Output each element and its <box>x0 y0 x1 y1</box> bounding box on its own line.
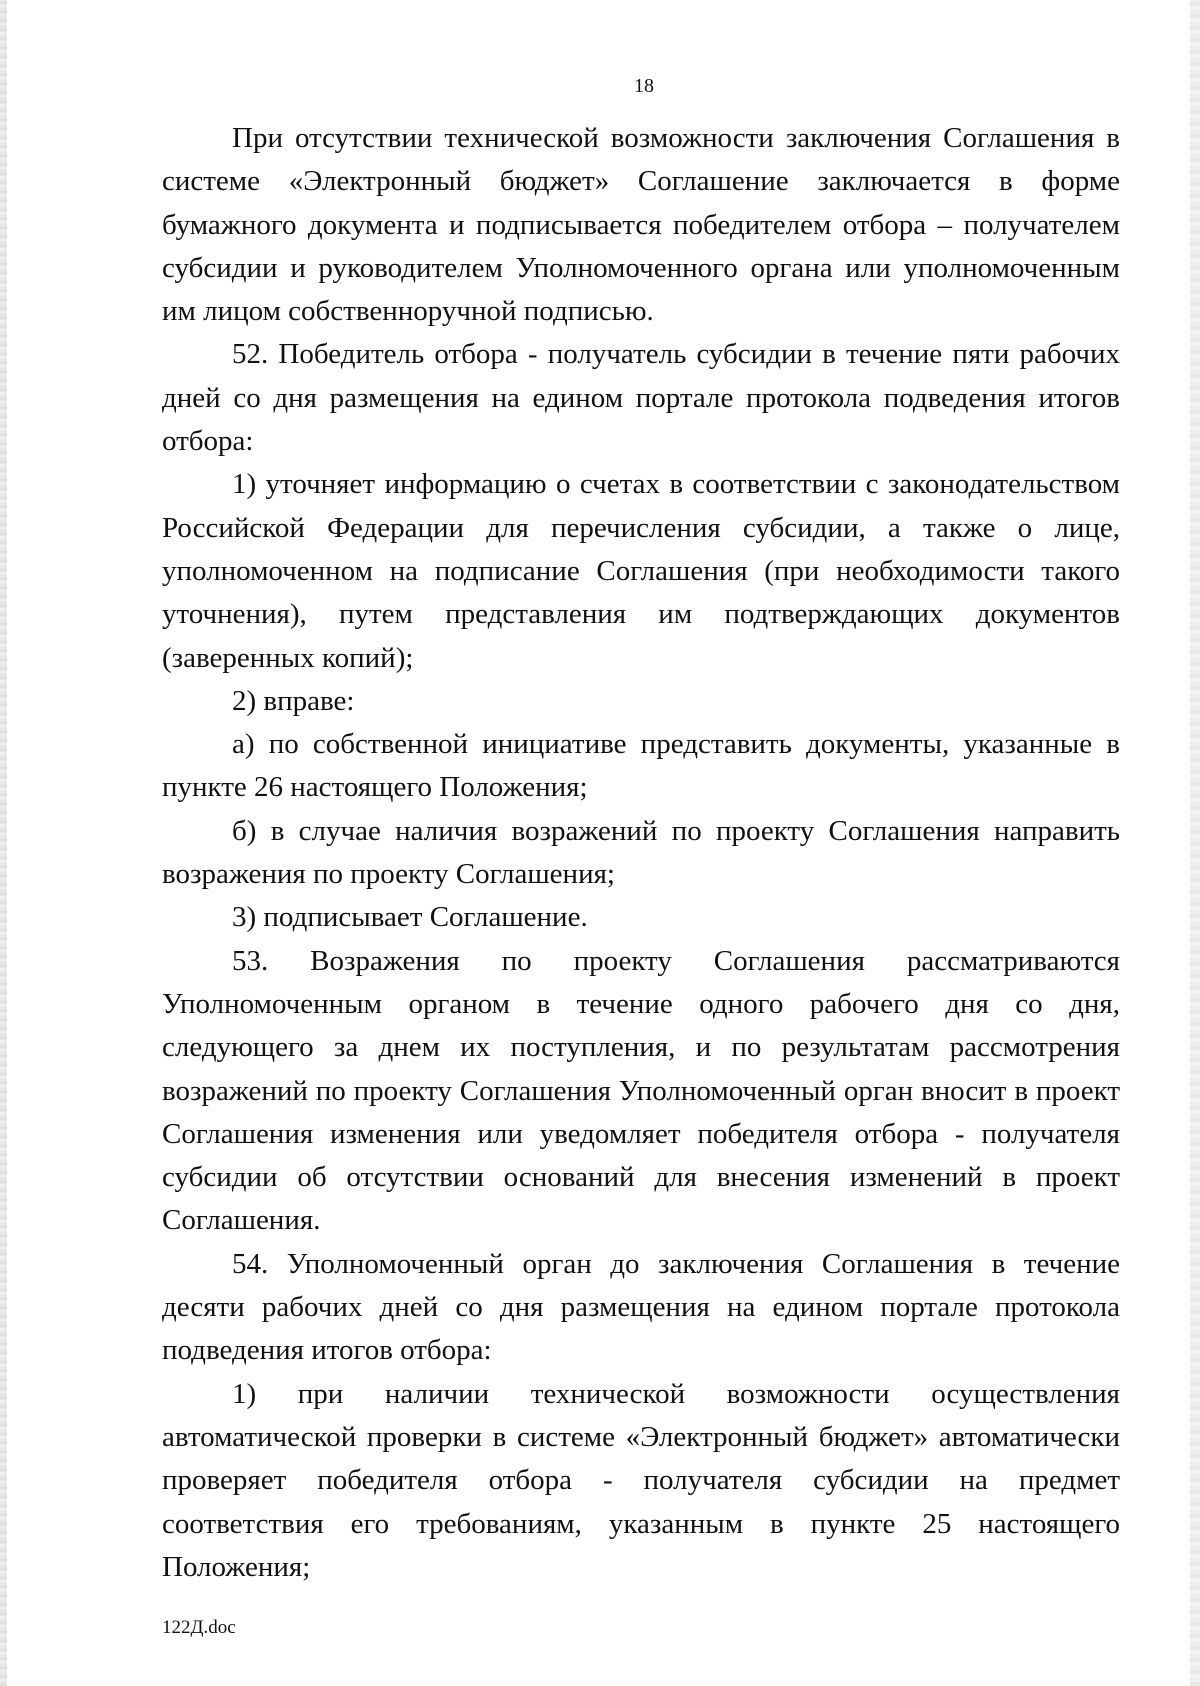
document-body <box>162 117 1120 1589</box>
footer-filename: 122Д.doc <box>162 1617 236 1638</box>
page-number: 18 <box>634 75 654 97</box>
paragraph: 53. Возражения по проекту Соглашения рассматриваются Уполномоченным органом в течение одного рабочего дня со дня, следующего за днем их поступления, и по результатам рассмотрения возражений по проекту Соглашения Уполномоченный орган вносит в проект Соглашения изменения или уведомляет победителя отбора - получателя субсидии об отсутствии оснований для внесения изменений в проект Соглашения. <box>162 944 1120 1237</box>
paragraph: 1) при наличии технической возможности осуществления автоматической проверки в системе «Электронный бюджет» автоматически проверяет победителя отбора - получателя субсидии на предмет соответствия его требованиям, указанным в пункте 25 настоящего Положения; <box>162 1377 1120 1583</box>
paragraph: 2) вправе: <box>232 684 355 717</box>
paragraph: б) в случае наличия возражений по проекту Соглашения направить возражения по проекту Соглашения; <box>162 814 1120 891</box>
paragraph: 52. Победитель отбора - получатель субсидии в течение пяти рабочих дней со дня размещения на едином портале протокола подведения итогов отбора: <box>162 338 1120 458</box>
paragraph: а) по собственной инициативе представить документы, указанные в пункте 26 настоящего Положения; <box>162 728 1120 804</box>
paragraph: При отсутствии технической возможности заключения Соглашения в системе «Электронный бюджет» Соглашение заключается в форме бумажного документа и подписывается победителем отбора – получателем субсидии и руководителем Уполномоченного органа или уполномоченным им лицом собственноручной подписью. <box>162 122 1120 328</box>
scan-edge-right <box>1190 0 1200 1686</box>
paragraph: 3) подписывает Соглашение. <box>232 901 588 934</box>
scan-edge-left <box>0 0 7 1686</box>
paragraph: 54. Уполномоченный орган до заключения Соглашения в течение десяти рабочих дней со дня размещения на едином портале протокола подведения итогов отбора: <box>162 1247 1120 1367</box>
paragraph: 1) уточняет информацию о счетах в соответствии с законодательством Российской Федерации для перечисления субсидии, а также о лице, уполномоченном на подписание Соглашения (при необходимости такого уточнения), путем представления им подтверждающих документов (заверенных копий); <box>162 468 1120 674</box>
